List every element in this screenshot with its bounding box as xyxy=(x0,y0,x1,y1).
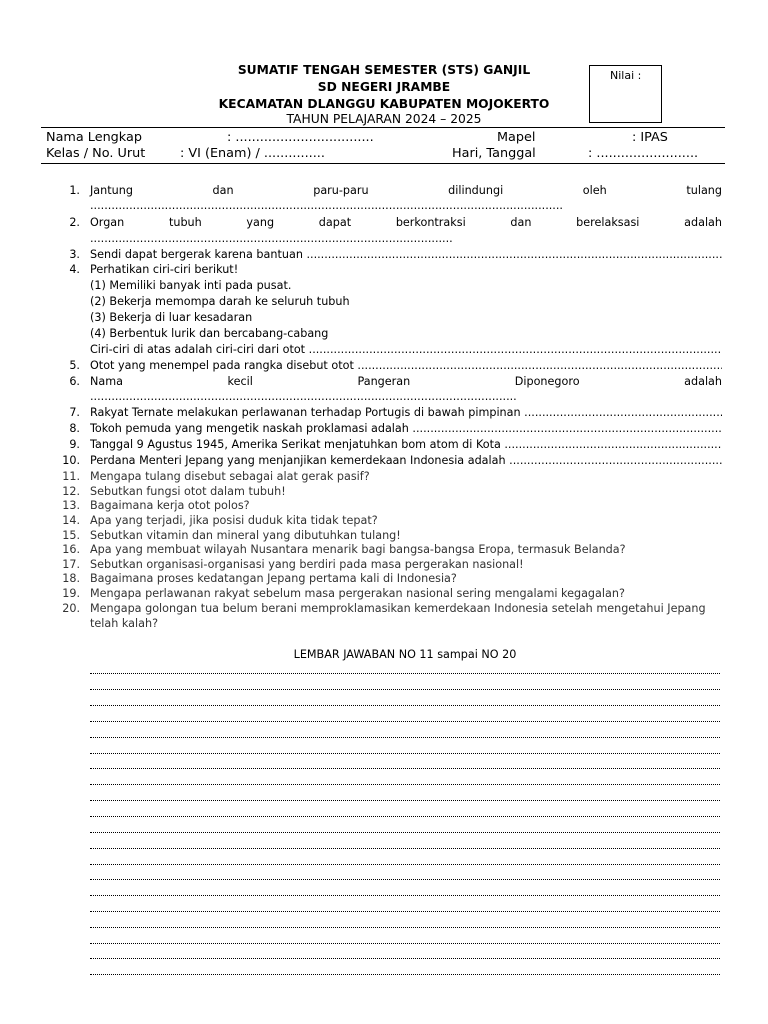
school-name: SD NEGERI JRAMBE xyxy=(317,80,451,94)
answer-line[interactable] xyxy=(90,879,720,880)
class-field[interactable]: : VI (Enam) / ............... xyxy=(180,146,325,161)
question-text: Perdana Menteri Jepang yang menjanjikan kemerdekaan Indonesia adalah ..... xyxy=(90,454,722,467)
question-number: 12. xyxy=(62,485,80,498)
question-text: Rakyat Ternate melakukan perlawanan terhadap Portugis di bawah pimpinan ..... xyxy=(90,406,722,419)
question-text: Nama kecil Pangeran Diponegoro adalah xyxy=(90,375,722,388)
question-text: Mengapa tulang disebut sebagai alat gerak pasif? xyxy=(90,470,370,483)
question-number: 4. xyxy=(69,263,80,276)
name-label: Nama Lengkap xyxy=(46,130,142,145)
score-label: Nilai : xyxy=(610,69,642,82)
question-text: Otot yang menempel pada rangka disebut otot ..... xyxy=(90,359,722,372)
statement-item: (4) Berbentuk lurik dan bercabang-cabang xyxy=(90,327,329,340)
header-divider-top xyxy=(41,127,725,128)
answer-line[interactable] xyxy=(90,864,720,865)
question-number: 13. xyxy=(62,499,80,512)
answer-line[interactable] xyxy=(90,768,720,769)
answer-line[interactable] xyxy=(90,705,720,706)
score-box[interactable] xyxy=(589,65,662,123)
question-text: Sebutkan vitamin dan mineral yang dibutuhkan tulang! xyxy=(90,529,401,542)
answer-line[interactable] xyxy=(90,737,720,738)
answer-line[interactable] xyxy=(90,832,720,833)
answer-line[interactable] xyxy=(90,689,720,690)
answer-line[interactable] xyxy=(90,721,720,722)
question-number: 7. xyxy=(69,406,80,419)
answer-line[interactable] xyxy=(90,753,720,754)
question-number: 6. xyxy=(69,375,80,388)
question-number: 2. xyxy=(69,216,80,229)
answer-line[interactable] xyxy=(90,958,720,959)
question-number: 10. xyxy=(62,454,80,467)
date-field[interactable]: : ......................... xyxy=(588,146,699,161)
question-number: 15. xyxy=(62,529,80,542)
header-divider-bottom xyxy=(41,163,725,164)
answer-line[interactable] xyxy=(90,895,720,896)
answer-dots[interactable]: ...................................................................................................... xyxy=(90,232,453,245)
answer-line[interactable] xyxy=(90,816,720,817)
question-number: 8. xyxy=(69,422,80,435)
answer-dots[interactable]: ........................................................................................................................ xyxy=(90,390,517,403)
answer-line[interactable] xyxy=(90,784,720,785)
question-text: Sendi dapat bergerak karena bantuan ..... xyxy=(90,248,722,261)
name-field[interactable]: : .................................. xyxy=(227,130,374,145)
answer-line[interactable] xyxy=(90,974,720,975)
question-text: Organ tubuh yang dapat berkontraksi dan berelaksasi adalah xyxy=(90,216,722,229)
district-name: KECAMATAN DLANGGU KABUPATEN MOJOKERTO xyxy=(218,97,550,111)
question-continuation: telah kalah? xyxy=(90,617,159,630)
statement-item: (1) Memiliki banyak inti pada pusat. xyxy=(90,279,292,292)
subject-value: : IPAS xyxy=(632,130,668,145)
question-text: Bagaimana kerja otot polos? xyxy=(90,499,250,512)
question-text: Apa yang terjadi, jika posisi duduk kita tidak tepat? xyxy=(90,514,378,527)
statement-item: (2) Bekerja memompa darah ke seluruh tubuh xyxy=(90,295,350,308)
answer-sheet-title: LEMBAR JAWABAN NO 11 sampai NO 20 xyxy=(293,648,517,661)
class-label: Kelas / No. Urut xyxy=(46,146,146,161)
date-label: Hari, Tanggal xyxy=(452,146,536,161)
question-text: Tanggal 9 Agustus 1945, Amerika Serikat menjatuhkan bom atom di Kota ..... xyxy=(90,438,722,451)
question-text: Mengapa golongan tua belum berani memproklamasikan kemerdekaan Indonesia setelah mengetahui Jepang xyxy=(90,602,706,615)
question-number: 1. xyxy=(69,184,80,197)
answer-line[interactable] xyxy=(90,943,720,944)
question-text: Apa yang membuat wilayah Nusantara menarik bagi bangsa-bangsa Eropa, termasuk Belanda? xyxy=(90,543,626,556)
question-number: 19. xyxy=(62,587,80,600)
question-number: 11. xyxy=(62,470,80,483)
question-number: 18. xyxy=(62,572,80,585)
answer-dots[interactable]: ..................................................................................................................................... xyxy=(90,199,563,212)
question-text: Sebutkan fungsi otot dalam tubuh! xyxy=(90,485,286,498)
question-text: Tokoh pemuda yang mengetik naskah proklamasi adalah ..... xyxy=(90,422,722,435)
question-text: Perhatikan ciri-ciri berikut! xyxy=(90,263,239,276)
statement-item: (3) Bekerja di luar kesadaran xyxy=(90,311,253,324)
question-text: Sebutkan organisasi-organisasi yang berdiri pada masa pergerakan nasional! xyxy=(90,558,524,571)
subject-label: Mapel xyxy=(497,130,536,145)
question-tail: Ciri-ciri di atas adalah ciri-ciri dari otot ..... xyxy=(90,343,722,356)
question-number: 17. xyxy=(62,558,80,571)
question-number: 16. xyxy=(62,543,80,556)
answer-line[interactable] xyxy=(90,673,720,674)
answer-line[interactable] xyxy=(90,848,720,849)
question-text: Bagaimana proses kedatangan Jepang pertama kali di Indonesia? xyxy=(90,572,457,585)
exam-title: SUMATIF TENGAH SEMESTER (STS) GANJIL xyxy=(237,63,531,77)
question-number: 3. xyxy=(69,248,80,261)
question-number: 9. xyxy=(69,438,80,451)
answer-line[interactable] xyxy=(90,927,720,928)
question-number: 20. xyxy=(62,602,80,615)
answer-line[interactable] xyxy=(90,911,720,912)
question-text: Mengapa perlawanan rakyat sebelum masa pergerakan nasional sering mengalami kegagalan? xyxy=(90,587,625,600)
question-number: 5. xyxy=(69,359,80,372)
question-text: Jantung dan paru-paru dilindungi oleh tulang xyxy=(90,184,722,197)
answer-line[interactable] xyxy=(90,800,720,801)
question-number: 14. xyxy=(62,514,80,527)
school-year: TAHUN PELAJARAN 2024 – 2025 xyxy=(286,112,482,126)
